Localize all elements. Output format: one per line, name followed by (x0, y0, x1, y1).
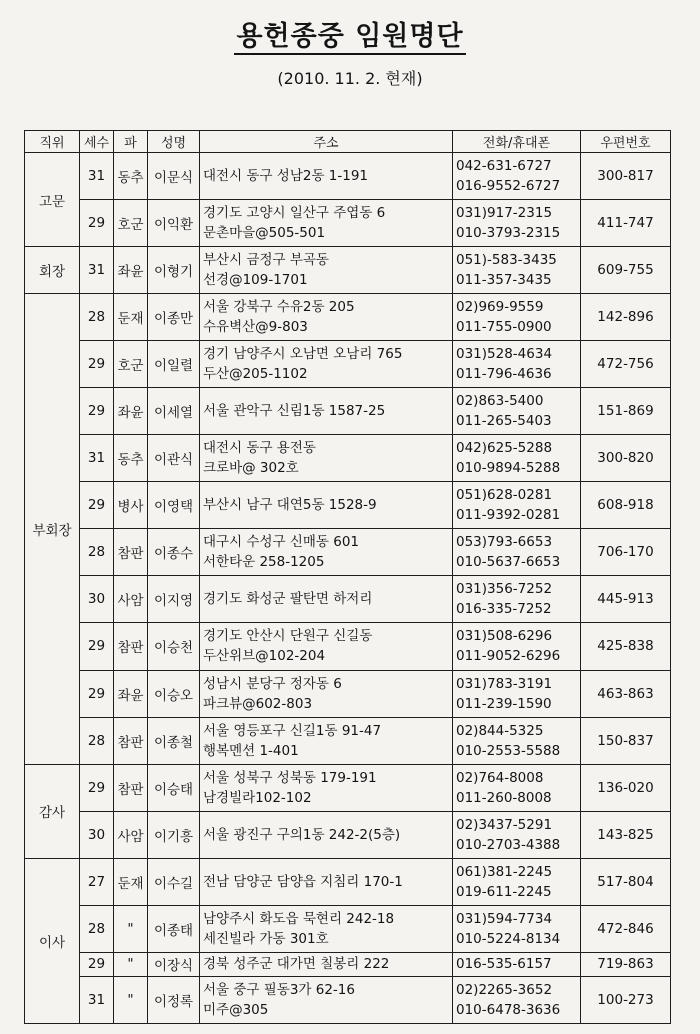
address-line: 서울 광진구 구의1동 242-2(5층) (203, 826, 401, 843)
branch-cell: 동추 (114, 153, 148, 200)
address-cell (200, 764, 453, 811)
phone-cell (453, 482, 581, 529)
address-line: 대전시 동구 용전동 (203, 440, 316, 457)
phone-number: 02)844-5325 (456, 722, 544, 739)
phone-cell (453, 764, 581, 811)
phone-number: 016-9552-6727 (456, 178, 561, 195)
phone-number: 031)783-3191 (456, 675, 553, 692)
branch-cell: 참판 (114, 529, 148, 576)
phone-number: 061)381-2245 (456, 863, 553, 880)
address-line: 부산시 금정구 부곡동 (203, 252, 329, 269)
address-cell (200, 952, 453, 976)
zipcode-cell: 150-837 (581, 717, 671, 764)
document-date: (2010. 11. 2. 현재) (277, 69, 423, 88)
name-cell: 이익환 (148, 200, 200, 247)
zipcode-cell: 411-747 (581, 200, 671, 247)
branch-cell: 사암 (114, 576, 148, 623)
phone-number: 011-9052-6296 (456, 648, 561, 665)
generation-cell: 29 (80, 952, 114, 976)
phone-number: 031)528-4634 (456, 346, 553, 363)
phone-number: 010-2553-5588 (456, 742, 561, 759)
phone-number: 031)508-6296 (456, 628, 553, 645)
phone-number: 011-755-0900 (456, 319, 552, 336)
address-line: 경기도 고양시 일산구 주엽동 6 (203, 205, 386, 222)
phone-cell (453, 976, 581, 1023)
phone-cell (453, 905, 581, 952)
address-line: 서울 관악구 신림1동 1587-25 (203, 403, 386, 420)
branch-cell: 동추 (114, 435, 148, 482)
branch-cell: 호군 (114, 200, 148, 247)
address-line: 경기 남양주시 오남면 오남리 765 (203, 346, 403, 363)
zipcode-cell: 463-863 (581, 670, 671, 717)
name-cell: 이영택 (148, 482, 200, 529)
phone-cell (453, 858, 581, 905)
generation-cell: 29 (80, 341, 114, 388)
phone-cell (453, 670, 581, 717)
address-line: 미주@305 (203, 1001, 269, 1018)
name-cell: 이종태 (148, 905, 200, 952)
table-row (25, 294, 671, 341)
address-line: 파크뷰@602-803 (203, 695, 313, 712)
name-cell: 이관식 (148, 435, 200, 482)
zipcode-cell: 425-838 (581, 623, 671, 670)
address-line: 서한타운 258-1205 (203, 554, 325, 571)
phone-cell (453, 529, 581, 576)
branch-cell: " (114, 905, 148, 952)
address-cell (200, 247, 453, 294)
phone-number: 031)356-7252 (456, 581, 553, 598)
phone-number: 02)2265-3652 (456, 981, 553, 998)
address-cell (200, 153, 453, 200)
name-cell: 이문식 (148, 153, 200, 200)
branch-cell: 좌윤 (114, 247, 148, 294)
name-cell: 이수길 (148, 858, 200, 905)
phone-cell (453, 341, 581, 388)
title-text: 용헌종중 임원명단 (234, 21, 465, 55)
zipcode-cell: 300-820 (581, 435, 671, 482)
phone-number: 011-796-4636 (456, 366, 552, 383)
phone-cell (453, 153, 581, 200)
branch-cell: 사암 (114, 811, 148, 858)
table-row (25, 529, 671, 576)
address-line: 대전시 동구 성남2동 1-191 (203, 168, 369, 185)
position-cell: 부회장 (25, 294, 80, 764)
address-line: 서울 영등포구 신길1동 91-47 (203, 722, 382, 739)
zipcode-cell: 143-825 (581, 811, 671, 858)
generation-cell: 29 (80, 482, 114, 529)
address-line: 선경@109-1701 (203, 272, 308, 289)
name-cell: 이일렬 (148, 341, 200, 388)
phone-cell (453, 435, 581, 482)
phone-cell (453, 576, 581, 623)
phone-cell (453, 811, 581, 858)
branch-cell: 둔재 (114, 858, 148, 905)
address-line: 수유벽산@9-803 (203, 319, 308, 336)
table-header-row (25, 131, 671, 153)
phone-number: 010-3793-2315 (456, 225, 561, 242)
phone-number: 02)764-8008 (456, 769, 544, 786)
address-cell (200, 858, 453, 905)
header-position: 직위 (25, 131, 80, 153)
address-cell (200, 482, 453, 529)
table-row (25, 576, 671, 623)
address-line: 세진빌라 가동 301호 (203, 930, 329, 947)
address-cell (200, 811, 453, 858)
position-cell: 회장 (25, 247, 80, 294)
phone-number: 053)793-6653 (456, 534, 553, 551)
header-generation: 세수 (80, 131, 114, 153)
zipcode-cell: 136-020 (581, 764, 671, 811)
address-cell (200, 717, 453, 764)
generation-cell: 31 (80, 435, 114, 482)
address-cell (200, 976, 453, 1023)
table-row (25, 388, 671, 435)
generation-cell: 29 (80, 388, 114, 435)
name-cell: 이종만 (148, 294, 200, 341)
address-line: 남양주시 화도읍 묵현리 242-18 (203, 910, 395, 927)
officer-roster-table (24, 130, 671, 1024)
header-name: 성명 (148, 131, 200, 153)
position-cell: 이사 (25, 858, 80, 1023)
generation-cell: 29 (80, 200, 114, 247)
generation-cell: 27 (80, 858, 114, 905)
generation-cell: 29 (80, 670, 114, 717)
address-cell (200, 576, 453, 623)
address-cell (200, 670, 453, 717)
branch-cell: " (114, 976, 148, 1023)
generation-cell: 29 (80, 623, 114, 670)
phone-number: 016-335-7252 (456, 601, 552, 618)
phone-number: 042-631-6727 (456, 158, 552, 175)
name-cell: 이승오 (148, 670, 200, 717)
phone-number: 02)863-5400 (456, 393, 544, 410)
phone-number: 02)969-9559 (456, 299, 544, 316)
position-cell: 감사 (25, 764, 80, 858)
roster-body (25, 153, 671, 1024)
table-row (25, 482, 671, 529)
name-cell: 이장식 (148, 952, 200, 976)
branch-cell: 좌윤 (114, 670, 148, 717)
generation-cell: 31 (80, 976, 114, 1023)
zipcode-cell: 151-869 (581, 388, 671, 435)
address-line: 서울 강북구 수유2동 205 (203, 299, 355, 316)
address-cell (200, 294, 453, 341)
table-row (25, 435, 671, 482)
table-row (25, 858, 671, 905)
zipcode-cell: 472-756 (581, 341, 671, 388)
position-cell: 고문 (25, 153, 80, 247)
address-line: 서울 성북구 성북동 179-191 (203, 769, 377, 786)
address-line: 서울 중구 필동3가 62-16 (203, 981, 355, 998)
name-cell: 이승태 (148, 764, 200, 811)
table-row (25, 905, 671, 952)
generation-cell: 31 (80, 247, 114, 294)
address-line: 경기도 화성군 팔탄면 하저리 (203, 591, 373, 608)
header-address: 주소 (200, 131, 453, 153)
branch-cell: " (114, 952, 148, 976)
phone-number: 010-9894-5288 (456, 460, 561, 477)
zipcode-cell: 472-846 (581, 905, 671, 952)
branch-cell: 참판 (114, 717, 148, 764)
address-line: 부산시 남구 대연5동 1528-9 (203, 497, 377, 514)
name-cell: 이종수 (148, 529, 200, 576)
phone-number: 051)-583-3435 (456, 252, 557, 269)
address-line: 대구시 수성구 신매동 601 (203, 534, 360, 551)
header-zipcode: 우편번호 (581, 131, 671, 153)
address-line: 행복멘션 1-401 (203, 742, 299, 759)
phone-number: 010-5224-8134 (456, 930, 561, 947)
branch-cell: 둔재 (114, 294, 148, 341)
branch-cell: 병사 (114, 482, 148, 529)
address-cell (200, 388, 453, 435)
phone-number: 042)625-5288 (456, 440, 553, 457)
zipcode-cell: 517-804 (581, 858, 671, 905)
address-line: 경기도 안산시 단원구 신길동 (203, 628, 373, 645)
phone-number: 02)3437-5291 (456, 816, 553, 833)
generation-cell: 30 (80, 576, 114, 623)
generation-cell: 28 (80, 905, 114, 952)
address-cell (200, 435, 453, 482)
phone-number: 011-239-1590 (456, 695, 552, 712)
address-line: 남경빌라102-102 (203, 789, 312, 806)
address-line: 두산위브@102-204 (203, 648, 326, 665)
zipcode-cell: 300-817 (581, 153, 671, 200)
generation-cell: 31 (80, 153, 114, 200)
phone-number: 051)628-0281 (456, 487, 553, 504)
phone-number: 016-535-6157 (456, 956, 552, 973)
generation-cell: 28 (80, 717, 114, 764)
address-cell (200, 200, 453, 247)
table-row (25, 670, 671, 717)
document-title (0, 14, 700, 53)
address-line: 전남 담양군 담양읍 지침리 170-1 (203, 873, 403, 890)
address-line: 문촌마을@505-501 (203, 225, 326, 242)
generation-cell: 28 (80, 294, 114, 341)
name-cell: 이세열 (148, 388, 200, 435)
table-row (25, 247, 671, 294)
name-cell: 이기흥 (148, 811, 200, 858)
zipcode-cell: 706-170 (581, 529, 671, 576)
generation-cell: 29 (80, 764, 114, 811)
branch-cell: 참판 (114, 623, 148, 670)
phone-number: 019-611-2245 (456, 883, 552, 900)
name-cell: 이종철 (148, 717, 200, 764)
address-line: 경북 성주군 대가면 칠봉리 222 (203, 956, 390, 973)
phone-cell (453, 247, 581, 294)
header-phone: 전화/휴대폰 (453, 131, 581, 153)
zipcode-cell: 609-755 (581, 247, 671, 294)
name-cell: 이지영 (148, 576, 200, 623)
generation-cell: 30 (80, 811, 114, 858)
zipcode-cell: 445-913 (581, 576, 671, 623)
phone-cell (453, 952, 581, 976)
address-line: 두산@205-1102 (203, 366, 308, 383)
phone-number: 011-260-8008 (456, 789, 552, 806)
phone-number: 011-357-3435 (456, 272, 552, 289)
phone-cell (453, 200, 581, 247)
table-row (25, 623, 671, 670)
table-row (25, 764, 671, 811)
address-line: 성남시 분당구 정자동 6 (203, 675, 342, 692)
header-branch: 파 (114, 131, 148, 153)
zipcode-cell: 719-863 (581, 952, 671, 976)
phone-number: 031)594-7734 (456, 910, 553, 927)
branch-cell: 좌윤 (114, 388, 148, 435)
phone-number: 010-5637-6653 (456, 554, 561, 571)
phone-number: 011-265-5403 (456, 413, 552, 430)
phone-number: 010-6478-3636 (456, 1001, 561, 1018)
table-row (25, 952, 671, 976)
phone-number: 011-9392-0281 (456, 507, 561, 524)
address-cell (200, 341, 453, 388)
phone-cell (453, 717, 581, 764)
phone-cell (453, 294, 581, 341)
phone-cell (453, 623, 581, 670)
table-row (25, 976, 671, 1023)
branch-cell: 참판 (114, 764, 148, 811)
address-line: 크로바@ 302호 (203, 460, 299, 477)
address-cell (200, 623, 453, 670)
zipcode-cell: 608-918 (581, 482, 671, 529)
phone-number: 031)917-2315 (456, 205, 553, 222)
name-cell: 이형기 (148, 247, 200, 294)
branch-cell: 호군 (114, 341, 148, 388)
table-row (25, 341, 671, 388)
table-row (25, 811, 671, 858)
table-row (25, 717, 671, 764)
name-cell: 이승천 (148, 623, 200, 670)
address-cell (200, 905, 453, 952)
name-cell: 이정록 (148, 976, 200, 1023)
table-row (25, 153, 671, 200)
phone-cell (453, 388, 581, 435)
zipcode-cell: 100-273 (581, 976, 671, 1023)
table-row (25, 200, 671, 247)
zipcode-cell: 142-896 (581, 294, 671, 341)
address-cell (200, 529, 453, 576)
phone-number: 010-2703-4388 (456, 836, 561, 853)
generation-cell: 28 (80, 529, 114, 576)
